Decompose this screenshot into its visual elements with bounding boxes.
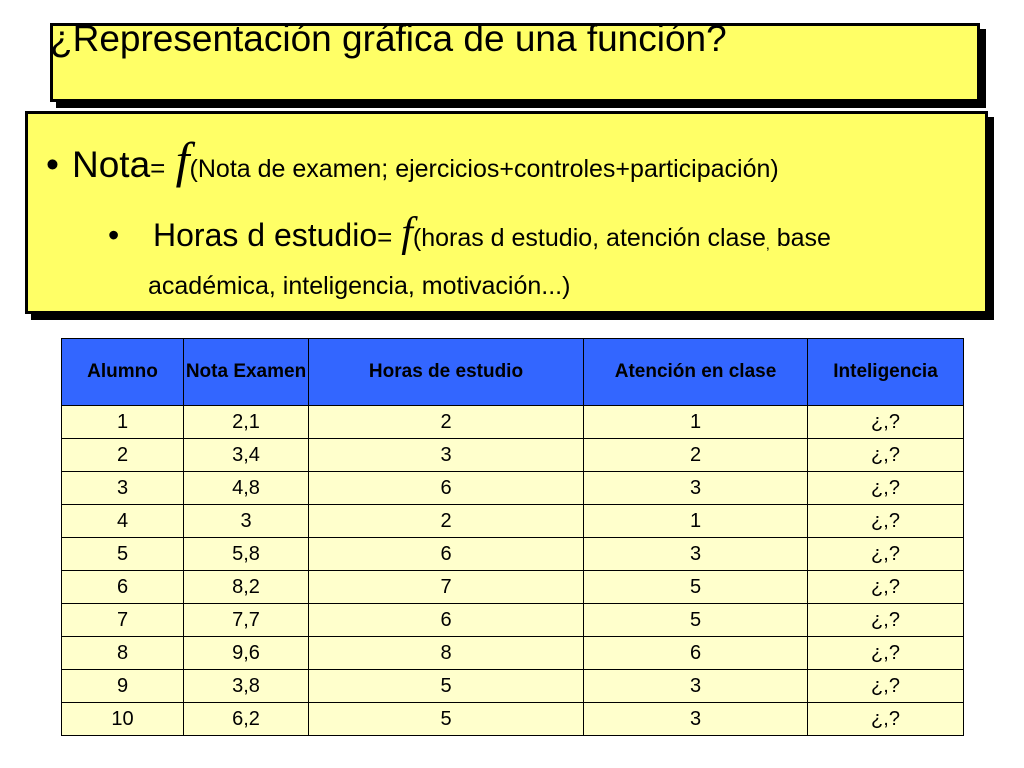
cell-horas-estudio: 3 xyxy=(309,439,584,472)
cell-inteligencia: ¿,? xyxy=(808,439,964,472)
cell-nota-examen: 3,4 xyxy=(184,439,309,472)
cell-alumno: 7 xyxy=(62,604,184,637)
cell-horas-estudio: 2 xyxy=(309,505,584,538)
bullet-horas xyxy=(108,210,831,256)
cell-horas-estudio: 6 xyxy=(309,472,584,505)
cell-inteligencia: ¿,? xyxy=(808,505,964,538)
cell-atencion-clase: 5 xyxy=(584,604,808,637)
cell-alumno: 2 xyxy=(62,439,184,472)
cell-alumno: 4 xyxy=(62,505,184,538)
cell-atencion-clase: 5 xyxy=(584,571,808,604)
cell-alumno: 3 xyxy=(62,472,184,505)
function-symbol: f xyxy=(401,210,413,256)
cell-nota-examen: 8,2 xyxy=(184,571,309,604)
table-row xyxy=(62,406,964,439)
cell-nota-examen: 4,8 xyxy=(184,472,309,505)
cell-nota-examen: 7,7 xyxy=(184,604,309,637)
cell-nota-examen: 2,1 xyxy=(184,406,309,439)
cell-nota-examen: 6,2 xyxy=(184,703,309,736)
table-row xyxy=(62,472,964,505)
content-box xyxy=(25,111,988,314)
cell-alumno: 9 xyxy=(62,670,184,703)
cell-atencion-clase: 1 xyxy=(584,505,808,538)
function-args: (Nota de examen; ejercicios+controles+participación) xyxy=(189,155,779,183)
cell-alumno: 1 xyxy=(62,406,184,439)
cell-inteligencia: ¿,? xyxy=(808,670,964,703)
cell-horas-estudio: 8 xyxy=(309,637,584,670)
equals-sign: = xyxy=(150,153,166,183)
bullet-marker: • xyxy=(108,217,120,253)
table-row xyxy=(62,505,964,538)
cell-horas-estudio: 7 xyxy=(309,571,584,604)
cell-atencion-clase: 3 xyxy=(584,538,808,571)
cell-horas-estudio: 2 xyxy=(309,406,584,439)
slide-title: ¿Representación gráfica de una función? xyxy=(50,18,727,59)
cell-inteligencia: ¿,? xyxy=(808,571,964,604)
cell-horas-estudio: 5 xyxy=(309,670,584,703)
cell-horas-estudio: 6 xyxy=(309,604,584,637)
header-alumno: Alumno xyxy=(62,339,184,406)
table-row xyxy=(62,637,964,670)
cell-nota-examen: 3,8 xyxy=(184,670,309,703)
cell-inteligencia: ¿,? xyxy=(808,637,964,670)
cell-alumno: 8 xyxy=(62,637,184,670)
cell-inteligencia: ¿,? xyxy=(808,472,964,505)
equals-sign: = xyxy=(377,222,393,252)
cell-atencion-clase: 3 xyxy=(584,670,808,703)
comma: , xyxy=(765,236,770,252)
table-row xyxy=(62,670,964,703)
table-row xyxy=(62,703,964,736)
table-body xyxy=(62,406,964,736)
cell-alumno: 10 xyxy=(62,703,184,736)
cell-horas-estudio: 6 xyxy=(309,538,584,571)
table-row xyxy=(62,538,964,571)
function-args: (horas d estudio, atención clase xyxy=(412,224,766,252)
cell-atencion-clase: 2 xyxy=(584,439,808,472)
cell-atencion-clase: 3 xyxy=(584,472,808,505)
header-horas-estudio: Horas de estudio xyxy=(309,339,584,406)
data-table xyxy=(61,338,964,736)
function-args-tail: base xyxy=(769,224,831,252)
cell-atencion-clase: 3 xyxy=(584,703,808,736)
cell-atencion-clase: 6 xyxy=(584,637,808,670)
bullet-marker: • xyxy=(46,144,59,185)
table-header-row xyxy=(62,339,964,406)
bullet-nota xyxy=(46,132,779,188)
bullet-lhs: Horas d estudio xyxy=(153,217,378,253)
bullet-horas-line2: académica, inteligencia, motivación...) xyxy=(148,272,571,300)
cell-alumno: 5 xyxy=(62,538,184,571)
bullet-lhs: Nota xyxy=(72,144,151,185)
table-row xyxy=(62,439,964,472)
cell-atencion-clase: 1 xyxy=(584,406,808,439)
function-symbol: f xyxy=(175,132,190,188)
cell-nota-examen: 3 xyxy=(184,505,309,538)
table-row xyxy=(62,604,964,637)
cell-alumno: 6 xyxy=(62,571,184,604)
header-nota-examen: Nota Examen xyxy=(184,339,309,406)
cell-horas-estudio: 5 xyxy=(309,703,584,736)
cell-inteligencia: ¿,? xyxy=(808,406,964,439)
header-inteligencia: Inteligencia xyxy=(808,339,964,406)
cell-inteligencia: ¿,? xyxy=(808,538,964,571)
table-row xyxy=(62,571,964,604)
header-atencion-clase: Atención en clase xyxy=(584,339,808,406)
cell-nota-examen: 9,6 xyxy=(184,637,309,670)
cell-inteligencia: ¿,? xyxy=(808,703,964,736)
cell-inteligencia: ¿,? xyxy=(808,604,964,637)
cell-nota-examen: 5,8 xyxy=(184,538,309,571)
